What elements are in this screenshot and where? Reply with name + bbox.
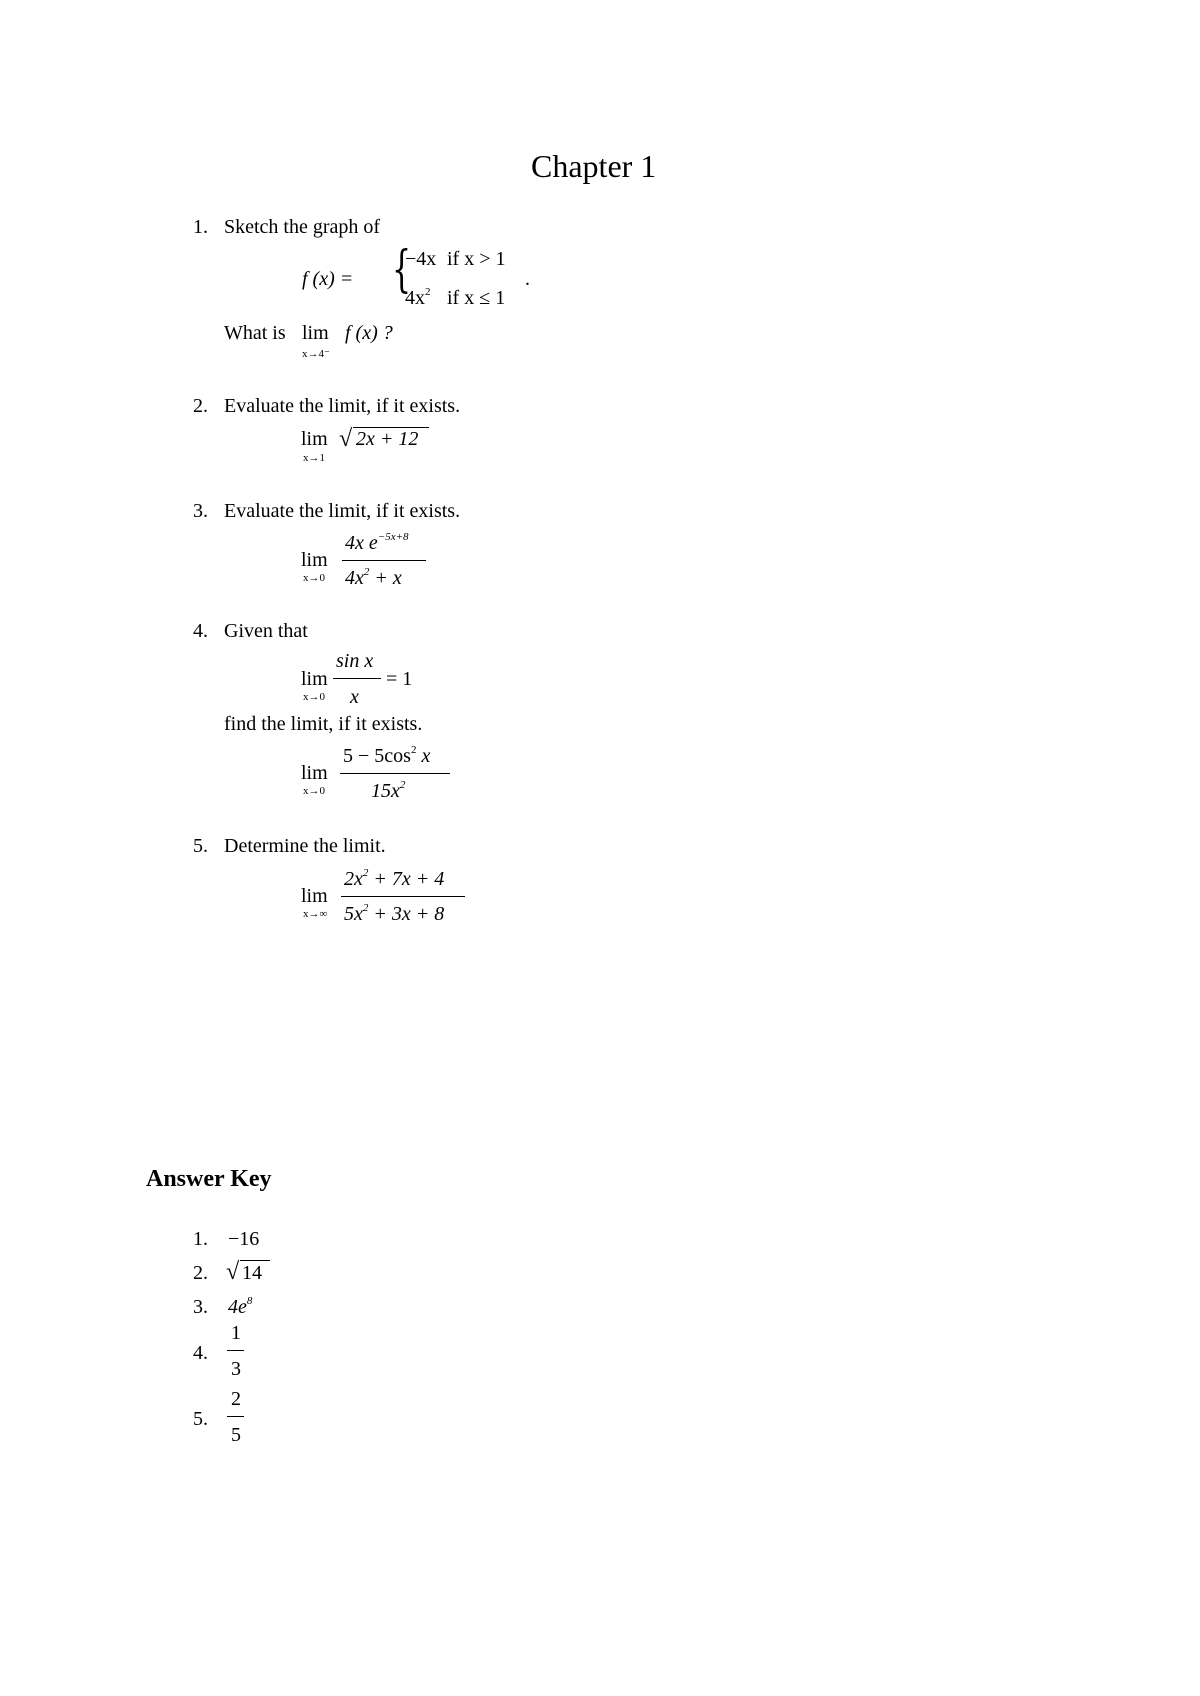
function-label: f (x) = [302, 268, 354, 290]
answer-number: 3. [193, 1296, 208, 1318]
fraction-bar [227, 1350, 244, 1351]
lim-subscript: x→∞ [303, 908, 328, 920]
fraction-bar [341, 896, 465, 897]
problem-prompt-2: find the limit, if it exists. [224, 713, 423, 735]
answer-number: 1. [193, 1228, 208, 1250]
denominator-tail: + x [374, 567, 402, 589]
given-denominator: x [350, 686, 359, 708]
denominator: 15x [371, 780, 400, 802]
problem-number: 4. [193, 620, 208, 642]
denominator: 5x [344, 903, 363, 925]
answer-number: 4. [193, 1342, 208, 1364]
problem-prompt: Evaluate the limit, if it exists. [224, 500, 461, 522]
lim-operator-2: lim [301, 762, 328, 784]
page-title: Chapter 1 [531, 148, 657, 184]
numerator-tail: + 7x + 4 [373, 868, 445, 890]
answer-numerator: 2 [231, 1388, 241, 1410]
denominator: 4x [345, 567, 364, 589]
denominator-tail: + 3x + 8 [373, 903, 445, 925]
case-2-exponent: 2 [425, 286, 431, 298]
case-1-condition: if x > 1 [447, 248, 506, 270]
answer-exponent: 8 [246, 1295, 253, 1307]
problem-number: 2. [193, 395, 208, 417]
problem-prompt: Evaluate the limit, if it exists. [224, 395, 461, 417]
answer-number: 5. [193, 1408, 208, 1430]
fraction-bar [227, 1416, 244, 1417]
question-text: What is [224, 322, 286, 344]
case-1-expression: −4x [405, 248, 437, 270]
lim-operator: lim [301, 549, 328, 571]
case-2-condition: if x ≤ 1 [447, 287, 506, 309]
numerator: 2x [344, 868, 363, 890]
answer-numerator: 1 [231, 1322, 241, 1344]
denominator-exponent: 2 [399, 779, 406, 791]
left-brace: { [392, 240, 412, 298]
lim-operator: lim [301, 668, 328, 690]
answer-number: 2. [193, 1262, 208, 1284]
lim-subscript-2: x→0 [303, 785, 325, 797]
lim-subscript: x→1 [303, 452, 325, 464]
question-tail: f (x) ? [345, 322, 393, 344]
lim-subscript: x→0 [303, 572, 325, 584]
problem-number: 1. [193, 216, 208, 238]
answer-value: −16 [228, 1228, 260, 1250]
answer-radicand: 14 [242, 1262, 262, 1284]
answer-denominator: 3 [231, 1358, 241, 1380]
numerator: 5 − 5cos [343, 745, 411, 767]
sqrt-symbol: √ [339, 426, 353, 452]
sqrt-bar [240, 1260, 270, 1261]
given-rhs: = 1 [386, 668, 413, 690]
sqrt-symbol: √ [226, 1259, 240, 1285]
numerator: 4x e [345, 532, 378, 554]
answer-denominator: 5 [231, 1424, 241, 1446]
fraction-bar [333, 678, 381, 679]
case-2-expression: 4x [405, 287, 425, 309]
lim-subscript: x→0 [303, 691, 325, 703]
problem-number: 3. [193, 500, 208, 522]
answer-key-heading: Answer Key [146, 1166, 272, 1192]
numerator-tail: x [421, 745, 431, 767]
lim-subscript: x→4⁻ [302, 348, 330, 360]
problem-prompt: Determine the limit. [224, 835, 386, 857]
answer-base: 4e [228, 1296, 247, 1318]
problem-number: 5. [193, 835, 208, 857]
given-numerator: sin x [336, 650, 374, 672]
lim-operator: lim [301, 885, 328, 907]
denominator-exponent: 2 [362, 902, 369, 914]
radicand: 2x + 12 [356, 428, 419, 450]
denominator-exponent: 2 [363, 566, 370, 578]
lim-operator: lim [301, 428, 328, 450]
numerator-exponent: 2 [362, 867, 369, 879]
numerator-exponent: −5x+8 [377, 531, 409, 543]
fraction-bar [342, 560, 426, 561]
numerator-exponent: 2 [410, 744, 417, 756]
problem-prompt: Given that [224, 620, 308, 642]
problem-prompt: Sketch the graph of [224, 216, 381, 238]
lim-operator: lim [302, 322, 329, 344]
period: . [525, 268, 530, 290]
fraction-bar-2 [340, 773, 450, 774]
